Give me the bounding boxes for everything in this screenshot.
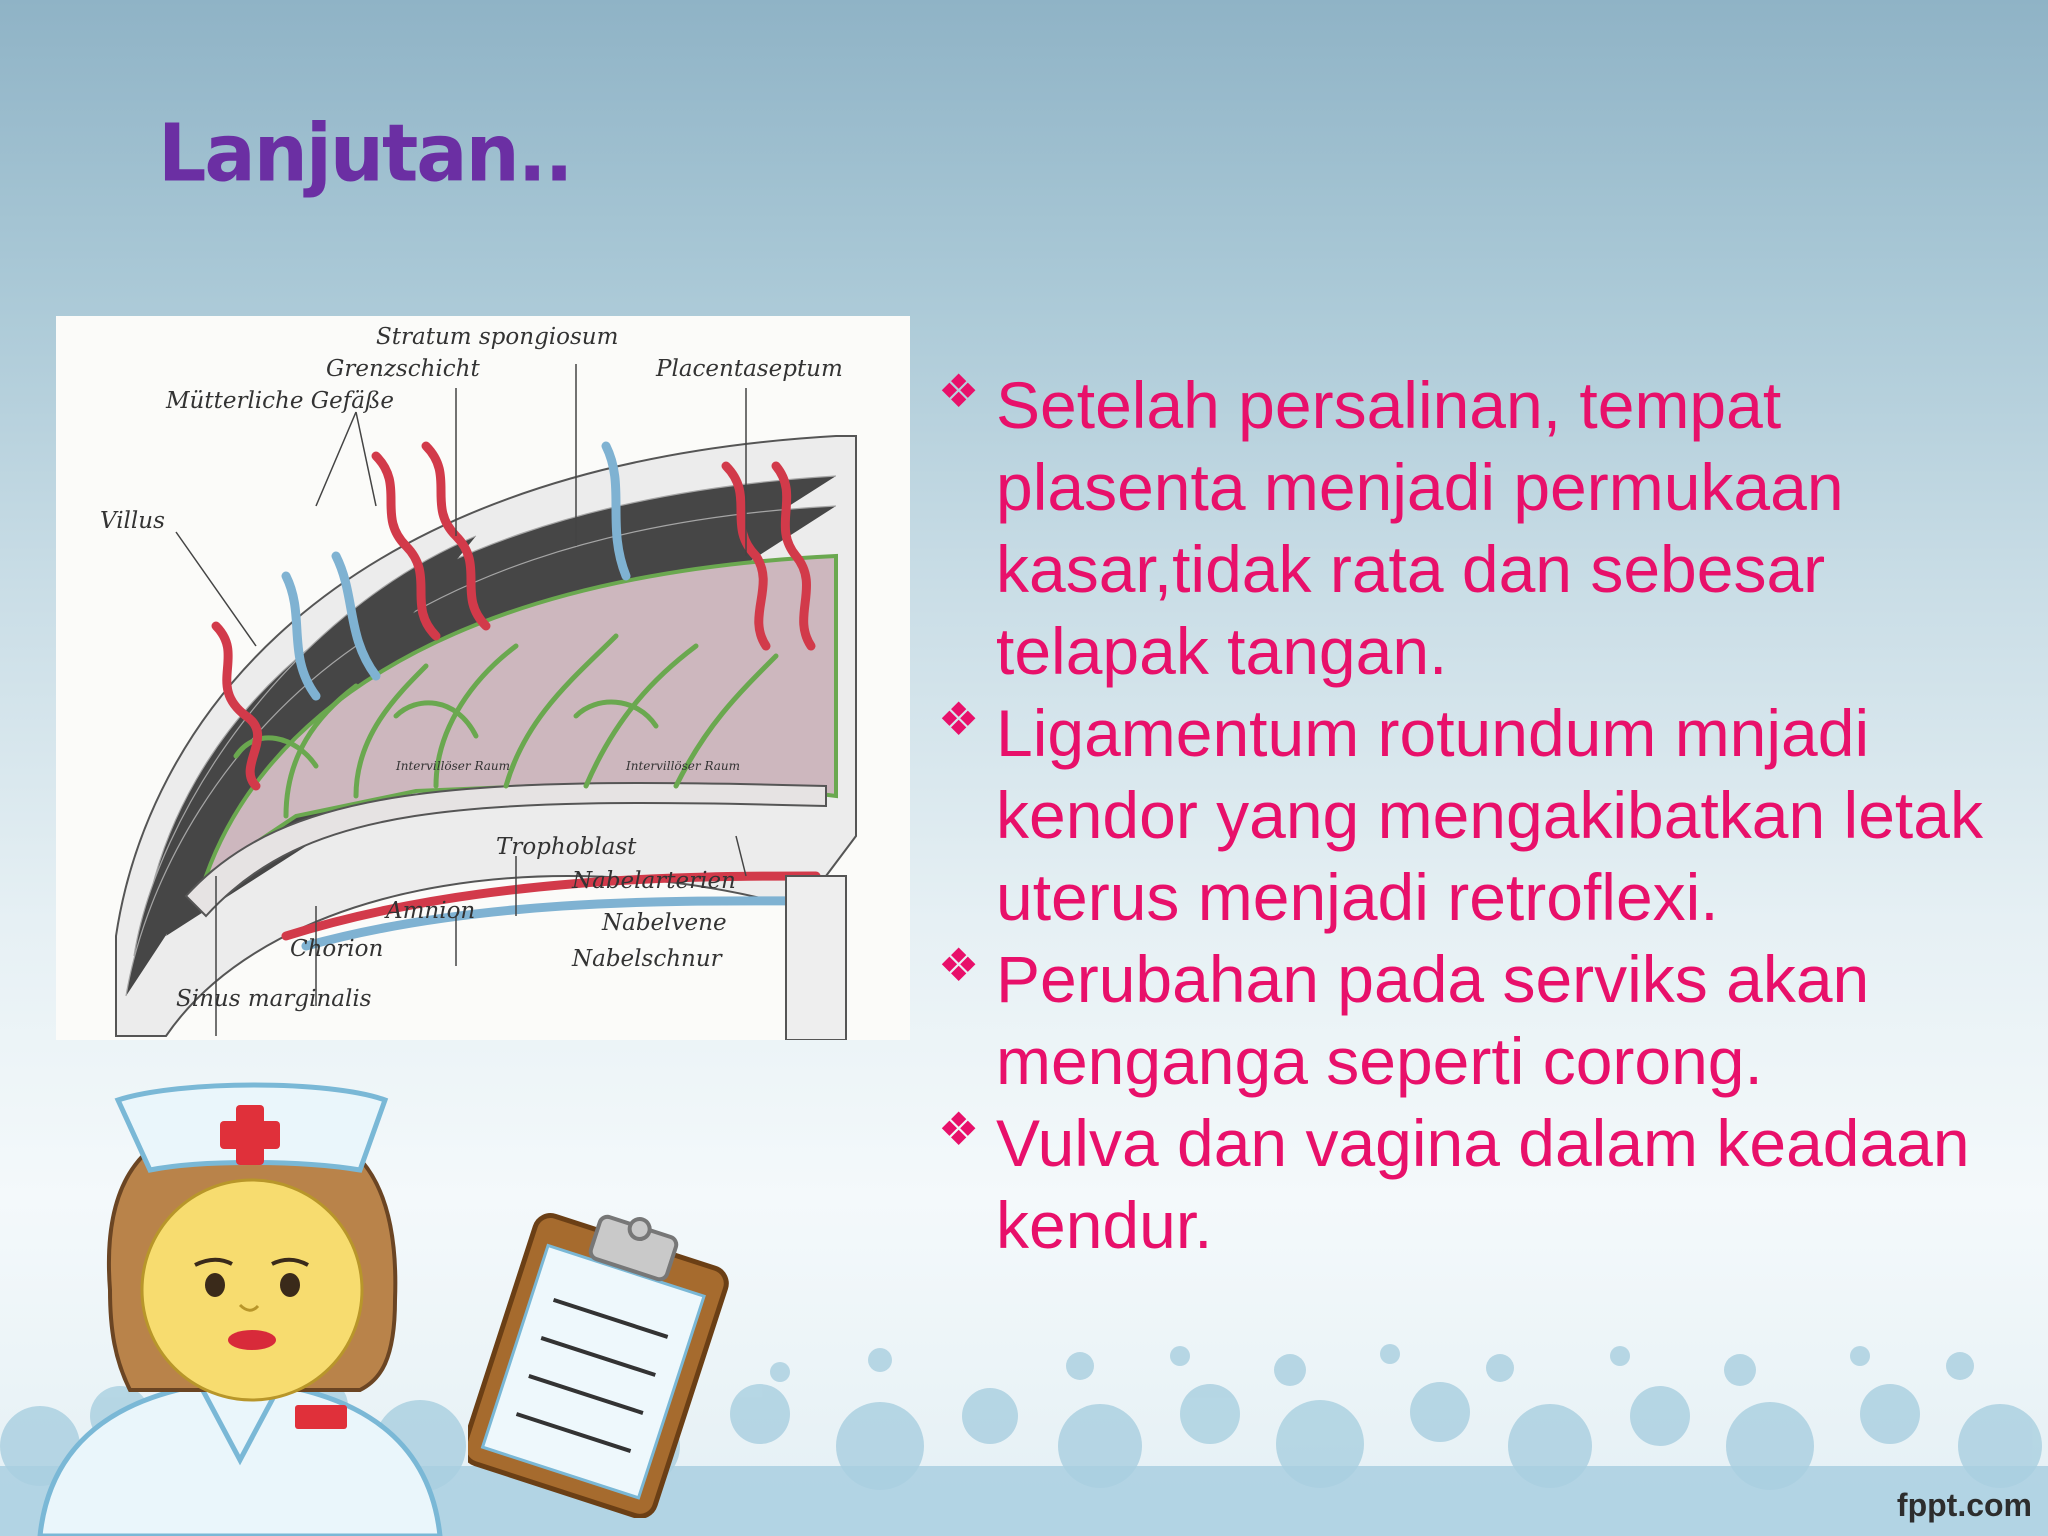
bullet-text: Ligamentum rotundum mnjadi kendor yang mengakibatkan letak uterus menjadi retroflexi. xyxy=(996,696,1983,934)
label-stratum-spongiosum: Stratum spongiosum xyxy=(376,324,619,350)
bullet-item xyxy=(938,938,2028,1102)
slide-title: Lanjutan.. xyxy=(158,105,572,200)
label-trophoblast: Trophoblast xyxy=(496,834,637,860)
bullet-text: Perubahan pada serviks akan menganga seperti corong. xyxy=(996,942,1870,1098)
label-sinus-marginalis: Sinus marginalis xyxy=(176,986,372,1012)
label-intervillous-space-1: Intervillöser Raum xyxy=(396,759,511,773)
placenta-diagram xyxy=(56,316,910,1040)
label-nabelvene: Nabelvene xyxy=(602,910,727,936)
placenta-cross-section xyxy=(56,316,910,1040)
label-chorion: Chorion xyxy=(290,936,384,962)
bullet-text: Setelah persalinan, tempat plasenta menjadi permukaan kasar,tidak rata dan sebesar telapak tangan. xyxy=(996,368,1844,688)
bullet-item xyxy=(938,1102,2028,1266)
nurse-illustration xyxy=(0,1040,480,1536)
bullet-text: Vulva dan vagina dalam keadaan kendur. xyxy=(996,1106,1970,1262)
diamond-bullet-icon: ❖ xyxy=(938,693,980,745)
clipboard-illustration xyxy=(468,1198,738,1518)
label-placentaseptum: Placentaseptum xyxy=(656,356,843,382)
diamond-bullet-icon: ❖ xyxy=(938,1103,980,1155)
label-amnion: Amnion xyxy=(386,898,476,924)
label-intervillous-space-2: Intervillöser Raum xyxy=(626,759,741,773)
diamond-bullet-icon: ❖ xyxy=(938,939,980,991)
label-nabelschnur: Nabelschnur xyxy=(572,946,722,972)
bullet-item xyxy=(938,692,2028,938)
label-nabelarterien: Nabelarterien xyxy=(572,868,736,894)
label-mutterliche-gefasse: Mütterliche Gefäße xyxy=(166,388,394,414)
footer-brand: fppt.com xyxy=(1896,1487,2032,1523)
label-villus: Villus xyxy=(100,508,165,534)
bullet-list xyxy=(938,364,2028,1266)
bullet-item xyxy=(938,364,2028,692)
label-grenzschicht: Grenzschicht xyxy=(326,356,480,382)
diamond-bullet-icon: ❖ xyxy=(938,365,980,417)
